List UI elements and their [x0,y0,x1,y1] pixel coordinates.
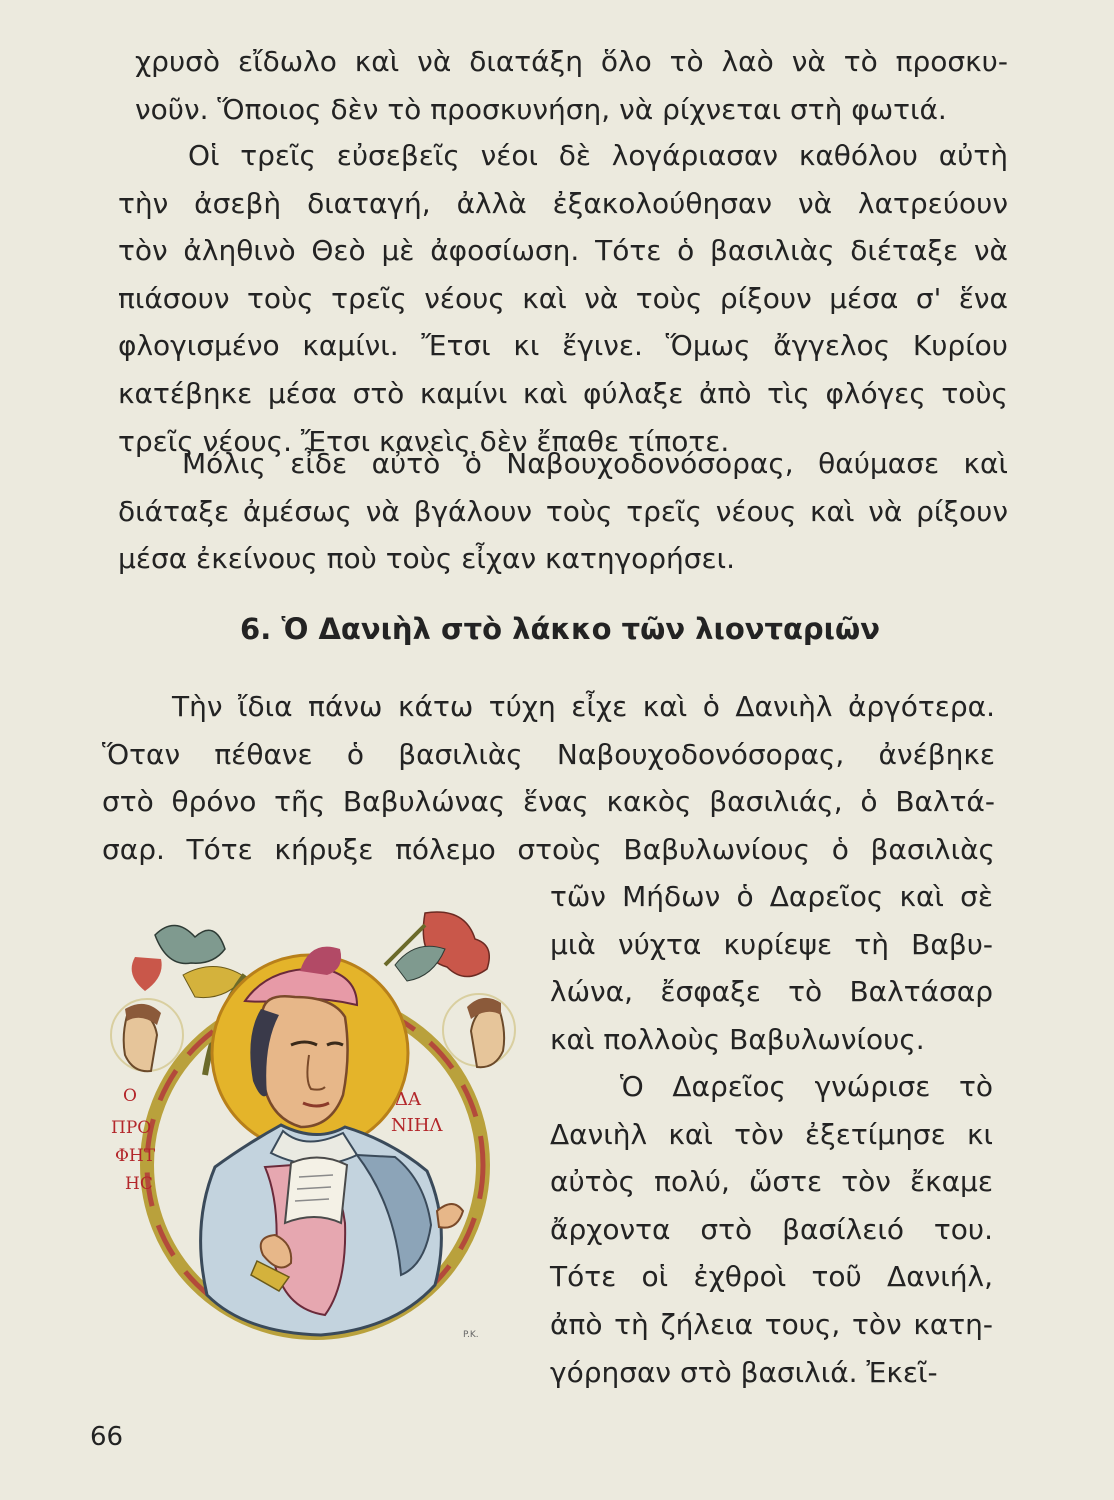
text-line: χρυσὸ εἴδωλο καὶ νὰ διατάξη ὅλο τὸ λαὸ νὰ τὸ προσκυ- [135,45,1008,78]
text-line: γόρησαν στὸ βασιλιά. Ἐκεῖ- [550,1355,938,1389]
text-line: μέσα ἐκείνους ποὺ τοὺς εἶχαν κατηγορήσει. [118,542,736,576]
text-line: Τὴν ἴδια πάνω κάτω τύχη εἶχε καὶ ὁ Δανιὴλ ἀργότερα. [172,690,995,723]
paragraph-2 [118,132,1008,465]
right-foliage-icon [385,912,489,981]
text-line: στὸ θρόνο τῆς Βαβυλώνας ἕνας κακὸς βασιλιάς, ὁ Βαλτά- [102,785,995,819]
text-line: καὶ πολλοὺς Βαβυλωνίους. [550,1022,925,1056]
right-face-icon [443,994,515,1067]
paragraph-4-narrow [550,873,993,1063]
paragraph-5 [550,1063,993,1396]
text-line: Ὁ Δαρεῖος γνώρισε τὸ [620,1070,993,1103]
svg-text:ΠΡΟ: ΠΡΟ [111,1118,152,1138]
svg-text:ΔΑ: ΔΑ [395,1089,421,1110]
paragraph-1 [135,38,1008,133]
section-heading: 6. Ὁ Δανιὴλ στὸ λάκκο τῶν λιονταριῶν [240,612,880,646]
text-line: τὴν ἀσεβὴ διαταγή, ἀλλὰ ἐξακολούθησαν νὰ λατρεύουν [118,186,1008,220]
text-line: αὐτὸς πολύ, ὥστε τὸν ἔκαμε [550,1165,993,1199]
svg-text:Ο: Ο [123,1086,137,1106]
text-line: τῶν Μήδων ὁ Δαρεῖος καὶ σὲ [550,880,993,913]
text-line: Ὅταν πέθανε ὁ βασιλιὰς Ναβουχοδονόσορας, ἀνέβηκε [102,737,995,771]
text-line: νοῦν. Ὅποιος δὲν τὸ προσκυνήση, νὰ ρίχνεται στὴ φωτιά. [135,92,947,126]
text-line: Μόλις εἶδε αὐτὸ ὁ Ναβουχοδονόσορας, θαύμασε καὶ [182,447,1008,480]
text-line: Δανιὴλ καὶ τὸν ἐξετίμησε κι [550,1117,993,1151]
svg-text:ΦΗΤ: ΦΗΤ [115,1146,156,1166]
svg-text:ΝΙΗΛ: ΝΙΗΛ [391,1115,443,1136]
text-line: λώνα, ἔσφαξε τὸ Βαλτάσαρ [550,975,993,1009]
text-line: διάταξε ἀμέσως νὰ βγάλουν τοὺς τρεῖς νέους καὶ νὰ ρίξουν [118,494,1008,528]
paragraph-3 [118,440,1008,583]
text-line: τὸν ἀληθινὸ Θεὸ μὲ ἀφοσίωση. Τότε ὁ βασιλιὰς διέταξε νὰ [118,234,1008,268]
text-line: Οἱ τρεῖς εὐσεβεῖς νέοι δὲ λογάριασαν καθόλου αὐτὴ [188,139,1008,172]
inscription-right [391,1089,444,1136]
signature: P.K. [463,1330,479,1340]
prophet-daniel-icon [95,905,535,1345]
text-line: Τότε οἱ ἐχθροὶ τοῦ Δανιήλ, [550,1260,993,1294]
text-line: μιὰ νύχτα κυρίεψε τὴ Βαβυ- [550,927,993,961]
text-line: ἀπὸ τὴ ζήλεια τους, τὸν κατη- [550,1307,993,1341]
text-line: σαρ. Τότε κήρυξε πόλεμο στοὺς Βαβυλωνίους ὁ βασιλιὰς [102,832,995,866]
scroll-icon [285,1157,347,1223]
text-line: φλογισμένο καμίνι. Ἔτσι κι ἔγινε. Ὅμως ἄγγελος Κυρίου [118,329,1008,363]
svg-text:ΗϹ: ΗϹ [125,1174,153,1194]
text-line: τρεῖς νέους. Ἔτσι κανεὶς δὲν ἔπαθε τίποτε. [118,424,730,458]
text-line: πιάσουν τοὺς τρεῖς νέους καὶ νὰ τοὺς ρίξουν μέσα σ' ἕνα [118,281,1008,315]
paragraph-4 [102,683,995,873]
text-line: ἄρχοντα στὸ βασίλειό του. [550,1212,993,1246]
left-face-icon [111,999,183,1071]
page-number: 66 [90,1422,124,1452]
text-line: κατέβηκε μέσα στὸ καμίνι καὶ φύλαξε ἀπὸ τὶς φλόγες τοὺς [118,376,1008,410]
